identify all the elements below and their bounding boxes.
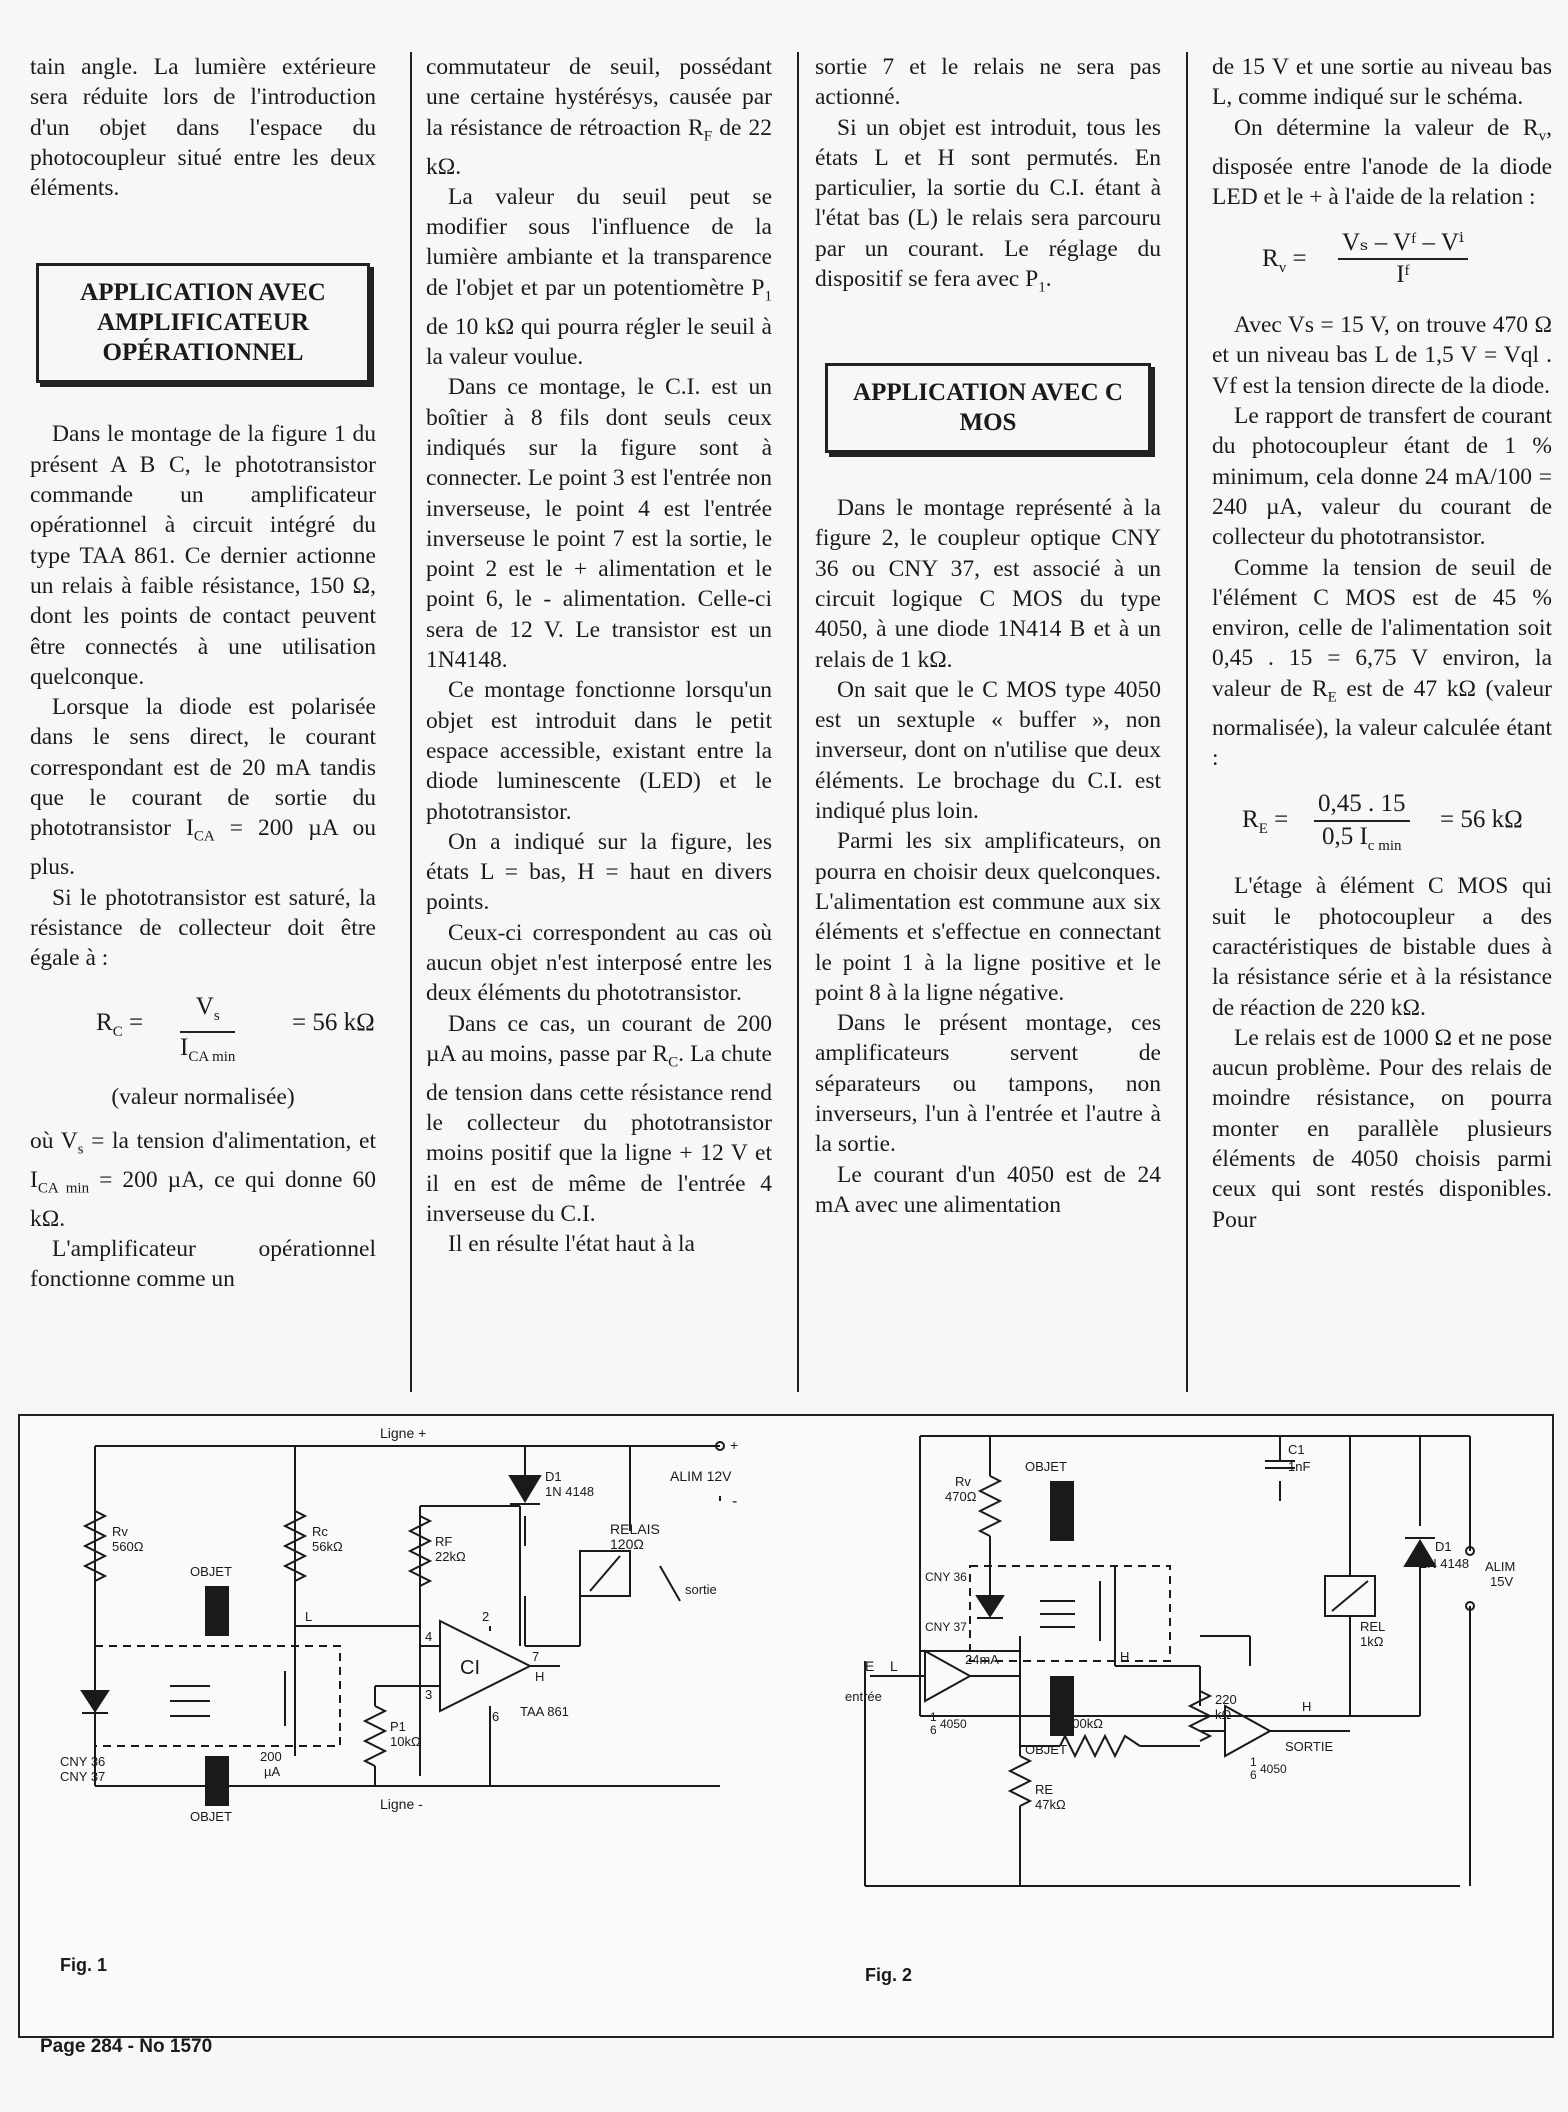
paragraph: Le rapport de transfert de courant du photocoupleur étant de 1 % minimum, cela donne 24 mA/100 = 240 µA, valeur du courant de collecteur du phototransistor. <box>1212 403 1552 551</box>
label: Ligne - <box>380 1796 423 1812</box>
label: 2 <box>482 1609 490 1624</box>
label: 4050 <box>1260 1762 1287 1776</box>
label: E <box>865 1658 875 1674</box>
section-heading: APPLICATION AVEC C MOS <box>825 363 1151 453</box>
label: 560Ω <box>112 1539 144 1554</box>
object-block <box>205 1756 229 1806</box>
label: kΩ <box>1215 1707 1232 1722</box>
paragraph: sortie 7 et le relais ne sera pas actionné. <box>815 54 1161 111</box>
paragraph: où $V_s$ = la tension d'alimentation, et $I_{CA min} = 200$ µA, ce qui donne 60 kΩ. <box>30 1127 376 1232</box>
paragraph: Dans le présent montage, ces amplificateurs servent de séparateurs ou tampons, non inverseurs, l'un à l'entrée et l'autre à la sortie. <box>815 1010 1161 1158</box>
label: ALIM 12V <box>670 1468 732 1484</box>
formula-re: $R_E$ = 0,45 . 15 0,5 $I_{c min}$ = 56 kΩ <box>1242 790 1523 854</box>
label: CNY 37 <box>925 1620 967 1634</box>
label: 220 <box>1215 1692 1237 1707</box>
label: 100kΩ <box>1065 1716 1103 1731</box>
figures-frame <box>18 1414 1554 2038</box>
label: CI <box>460 1657 480 1679</box>
label: L <box>890 1658 898 1674</box>
paragraph: Il en résulte l'état haut à la <box>448 1231 695 1258</box>
label: H <box>1120 1649 1130 1664</box>
label: CNY 37 <box>60 1769 106 1784</box>
label: 22kΩ <box>435 1549 466 1564</box>
paragraph: Dans ce cas, un courant de 200 µA au moins, passe par $R_C$. La chute de tension dans cette résistance rend le collecteur du phototransistor moins positif que la ligne + 12 V et il en est de même de l'entrée 4 inverseuse du C.I. <box>426 1010 772 1228</box>
section-heading: APPLICATION AVEC AMPLIFICATEUR OPÉRATIONNEL <box>36 263 370 383</box>
text-column-2 <box>426 52 772 1260</box>
paragraph: La valeur du seuil peut se modifier sous l'influence de la lumière ambiante et la transparence de l'objet et par un potentiomètre $P_1$ de 10 kΩ qui pourra régler le seuil à la valeur voulue. <box>426 183 772 371</box>
label: CNY 36 <box>60 1754 106 1769</box>
label: OBJET <box>190 1564 232 1579</box>
label: OBJET <box>190 1809 232 1824</box>
label: CNY 36 <box>925 1570 967 1584</box>
label: 470Ω <box>945 1489 977 1504</box>
label: 4050 <box>940 1717 967 1731</box>
page-footer: Page 284 - No 1570 <box>40 2036 213 2057</box>
paragraph: tain angle. La lumière extérieure sera réduite lors de l'introduction d'un objet dans l'espace du photocoupleur situé entre les deux éléments. <box>30 54 376 202</box>
label: 6 <box>930 1723 937 1737</box>
paragraph: Le relais est de 1000 Ω et ne pose aucun problème. Pour des relais de moindre résistance, on pourra monter en parallèle plusieurs éléments de 4050 choisis parmi ceux qui sont restés disponibles. Pour <box>1212 1024 1552 1233</box>
text-column-4 <box>1212 52 1552 1235</box>
schematics <box>20 1416 1552 2036</box>
label: OBJET <box>1025 1459 1067 1474</box>
paragraph: L'amplificateur opérationnel fonctionne comme un <box>30 1236 376 1293</box>
label: Rv <box>112 1524 128 1539</box>
column-divider <box>1186 52 1188 1392</box>
object-block <box>205 1586 229 1636</box>
label: SORTIE <box>1285 1739 1334 1754</box>
label: REL <box>1360 1619 1386 1634</box>
object-block <box>1050 1481 1074 1541</box>
formula-rc: $R_C$ = $V_s$ $I_{CA min}$ = 56 kΩ <box>96 992 375 1065</box>
text-column-1 <box>30 52 376 1295</box>
paragraph: On a indiqué sur la figure, les états L = bas, H = haut en divers points. <box>426 828 772 916</box>
paragraph: commutateur de seuil, possédant une certaine hystérésys, causée par la résistance de rétroaction $R_F$ de 22 kΩ. <box>426 54 772 180</box>
paragraph: L'étage à élément C MOS qui suit le photocoupleur a des caractéristiques de bistable dues à la résistance série et à la résistance de réaction de 220 kΩ. <box>1212 873 1552 1021</box>
label: 3 <box>425 1687 433 1702</box>
label: 15V <box>1490 1574 1514 1589</box>
label: RELAIS <box>610 1521 660 1537</box>
label: Ligne + <box>380 1425 427 1441</box>
paragraph: Avec Vs = 15 V, on trouve 470 Ω et un niveau bas L de 1,5 V = Vql . Vf est la tension directe de la diode. <box>1212 312 1552 399</box>
label: H <box>535 1669 545 1684</box>
figure-caption: Fig. 2 <box>865 1965 913 1985</box>
paragraph: de 15 V et une sortie au niveau bas L, comme indiqué sur le schéma. <box>1212 54 1552 111</box>
label: 1 <box>1250 1755 1257 1769</box>
label: 1nF <box>1288 1459 1311 1474</box>
label: D1 <box>545 1469 562 1484</box>
paragraph: Parmi les six amplificateurs, on pourra en choisir deux quelconques. L'alimentation est commune aux six éléments et s'effectue en connectant le point 1 à la ligne positive et le point 8 à la ligne négative. <box>815 828 1161 1006</box>
label: 6 <box>492 1709 500 1724</box>
column-divider <box>410 52 412 1392</box>
label: entrée <box>845 1689 882 1704</box>
normalized-note: (valeur normalisée) <box>111 1083 295 1110</box>
column-divider <box>797 52 799 1392</box>
label: ALIM <box>1485 1559 1516 1574</box>
label: D1 <box>1435 1539 1452 1554</box>
label: P1 <box>390 1719 406 1734</box>
label: 24mA <box>965 1652 999 1667</box>
paragraph: Ceux-ci correspondent au cas où aucun objet n'est interposé entre les deux éléments du phototransistor. <box>426 919 772 1007</box>
label: Rv <box>955 1474 971 1489</box>
label: 4 <box>425 1629 433 1644</box>
label: RE <box>1035 1782 1054 1797</box>
label: L <box>305 1609 313 1624</box>
text-column-3 <box>815 52 1161 1220</box>
paragraph: Le courant d'un 4050 est de 24 mA avec une alimentation <box>815 1161 1161 1218</box>
label: 1N 4148 <box>545 1484 595 1499</box>
label: + <box>730 1437 739 1453</box>
label: 120Ω <box>610 1536 644 1552</box>
label: 200 <box>260 1749 282 1764</box>
paragraph: On sait que le C MOS type 4050 est un sextuple « buffer », non inverseur, dont on n'utilise que deux éléments. Le brochage du C.I. est indiqué plus loin. <box>815 676 1161 825</box>
label: RF <box>435 1534 453 1549</box>
paragraph: Dans ce montage, le C.I. est un boîtier à 8 fils dont seuls ceux indiqués sur la figure sont à connecter. Le point 3 est l'entrée non inverseuse, le point 4 est l'entrée inverseuse le point 7 est la sortie, le point 2 est le + alimentation et le point 6, le - alimentation. Celle-ci sera de 12 V. Le transistor est un 1N4148. <box>426 374 772 674</box>
label: 6 <box>1250 1768 1257 1782</box>
paragraph: Si le phototransistor est saturé, la résistance de collecteur doit être égale à : <box>30 884 376 972</box>
label: 1 <box>930 1710 937 1724</box>
label: 1kΩ <box>1360 1634 1384 1649</box>
label: C1 <box>1288 1442 1305 1457</box>
paragraph: Comme la tension de seuil de l'élément C MOS est de 45 % environ, celle de l'alimentation soit 0,45 . 15 = 6,75 V environ, la valeur de $R_E$ est de 47 kΩ (valeur normalisée), la valeur calculée étant : <box>1212 554 1552 772</box>
label: µA <box>264 1764 281 1779</box>
label: 1N 4148 <box>1420 1556 1470 1571</box>
label: - <box>732 1493 738 1510</box>
formula-rv: $R_v$ = $\frac{\text{Vₛ – Vᶠ – Vⁱ}}{\text{Iᶠ}}$ <box>1242 226 1552 296</box>
label: 10kΩ <box>390 1734 421 1749</box>
label: 56kΩ <box>312 1539 343 1554</box>
label: sortie <box>685 1582 717 1597</box>
paragraph: Lorsque la diode est polarisée dans le sens direct, le courant correspondant est de 20 mA tandis que le courant de sortie du phototransistor $I_{CA} = 200$ µA ou plus. <box>30 694 376 881</box>
label: TAA 861 <box>520 1704 569 1719</box>
paragraph: Ce montage fonctionne lorsqu'un objet est introduit dans le petit espace accessible, existant entre la diode luminescente (LED) et le phototransistor. <box>426 677 772 825</box>
label: H <box>1302 1699 1312 1714</box>
label: Rc <box>312 1524 328 1539</box>
label: 47kΩ <box>1035 1797 1066 1812</box>
label: OBJET <box>1025 1742 1067 1757</box>
figure-caption: Fig. 1 <box>60 1955 108 1975</box>
paragraph: Dans le montage représenté à la figure 2, le coupleur optique CNY 36 ou CNY 37, est associé à un circuit logique C MOS du type 4050, à une diode 1N414 B et à un relais de 1 kΩ. <box>815 495 1161 673</box>
label: 7 <box>532 1649 540 1664</box>
paragraph: On détermine la valeur de $R_v$, disposée entre l'anode de la diode LED et le + à l'aide de la relation : <box>1212 114 1552 210</box>
paragraph: Dans le montage de la figure 1 du présent A B C, le phototransistor commande un amplificateur opérationnel à circuit intégré du type TAA 861. Ce dernier actionne un relais à faible résistance, 150 Ω, dont les points de contact peuvent être connectés à une utilisation quelconque. <box>30 421 376 690</box>
paragraph: Si un objet est introduit, tous les états L et H sont permutés. En particulier, la sortie du C.I. étant à l'état bas (L) le relais sera parcouru par un courant. Le réglage du dispositif se fera avec $P_1$. <box>815 114 1161 296</box>
